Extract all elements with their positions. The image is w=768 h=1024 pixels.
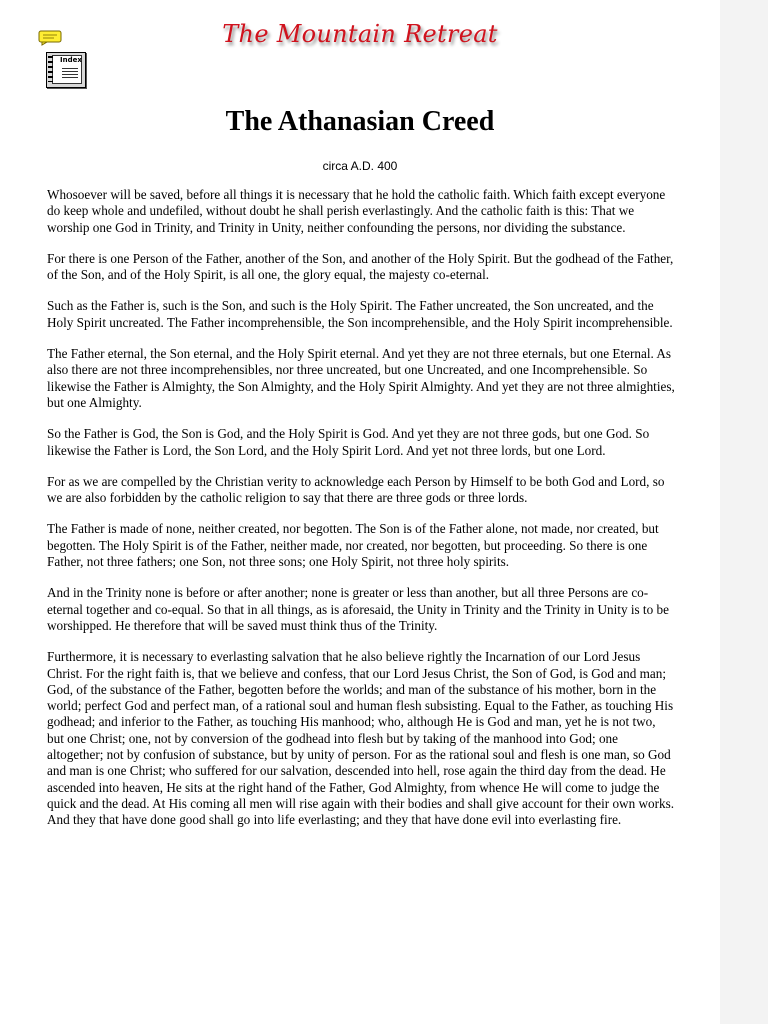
creed-paragraph: The Father is made of none, neither created, nor begotten. The Son is of the Father alone, not made, nor created, but begotten. The Holy Spirit is of the Father, neither made, nor created, nor begotten, but proceeding. So there is one Father, not three fathers; one Son, not three sons; one Holy Spirit, not three holy spirits. [47,521,659,570]
creed-paragraph: Furthermore, it is necessary to everlasting salvation that he also believe rightly the Incarnation of our Lord Jesus Christ. For the right faith is, that we believe and confess, that our Lord Jesus Christ, the Son of God, is God and man; God, of the substance of the Father, begotten before the worlds; and man of the substance of his mother, born in the world; perfect God and perfect man, of a rational soul and human flesh subsisting. Equal to the Father, as touching His godhead; and inferior to the Father, as touching His manhood; who, although He is God and man, yet he is not two, but one Christ; one, not by conversion of the godhead into flesh but by taking of the manhood into God; one altogether; not by confusion of substance, but by unity of person. For as the rational soul and flesh is one man, so God and man is one Christ; who suffered for our salvation, descended into hell, rose again the third day from the dead. He ascended into heaven, He sits at the right hand of the Father, God Almighty, from whence He will come to judge the quick and the dead. At His coming all men will rise again with their bodies and shall give account for their own works. And they that have done good shall go into life everlasting; and they that have done evil into everlasting fire. [47,649,674,828]
site-logo[interactable]: The Mountain Retreat [222,20,498,48]
index-book-icon[interactable] [46,52,86,88]
index-book-rings [48,56,53,82]
creed-paragraph: For as we are compelled by the Christian verity to acknowledge each Person by Himself to be both God and Lord, so we are also forbidden by the catholic religion to say that there are three gods or three lords. [47,473,665,506]
creed-paragraph: The Father eternal, the Son eternal, and the Holy Spirit eternal. And yet they are not three eternals, but one Eternal. As also there are not three incomprehensibles, nor three uncreated, but one Uncreated, and one Incomprehensible. So likewise the Father is Almighty, the Son Almighty, and the Holy Spirit Almighty. And yet they are not three almighties, but one Almighty. [47,346,675,410]
page-subtitle: circa A.D. 400 [322,159,398,173]
creed-paragraph: Such as the Father is, such is the Son, and such is the Holy Spirit. The Father uncreated, the Son uncreated, and the Holy Spirit uncreated. The Father incomprehensible, the Son incomprehensible, and the Holy Spirit incomprehensible. [47,298,673,330]
page-title: The Athanasian Creed [225,106,495,137]
index-book-lines [62,66,78,80]
page-margin-strip [720,0,768,1024]
creed-paragraph: For there is one Person of the Father, another of the Son, and another of the Holy Spirit. But the godhead of the Father, of the Son, and of the Holy Spirit, is all one, the glory equal, the majesty co-eternal. [47,250,674,283]
creed-text [47,187,675,844]
creed-paragraph: Whosoever will be saved, before all things it is necessary that he hold the catholic faith. Which faith except everyone do keep whole and undefiled, without doubt he shall perish everlastingly. And the catholic faith is this: That we worship one God in Trinity, and Trinity in Unity, neither confounding the persons, nor dividing the substance. [47,187,666,235]
creed-paragraph: So the Father is God, the Son is God, and the Holy Spirit is God. And yet they are not three gods, but one God. So likewise the Father is Lord, the Son Lord, and the Holy Spirit Lord. And yet not three lords, but one Lord. [47,426,650,458]
creed-paragraph: And in the Trinity none is before or after another; none is greater or less than another, but all three Persons are co-eternal together and co-equal. So that in all things, as is aforesaid, the Unity in Trinity and the Trinity in Unity is to be worshipped. He therefore that will be saved must think thus of the Trinity. [47,585,669,633]
index-label: Index [60,56,82,64]
